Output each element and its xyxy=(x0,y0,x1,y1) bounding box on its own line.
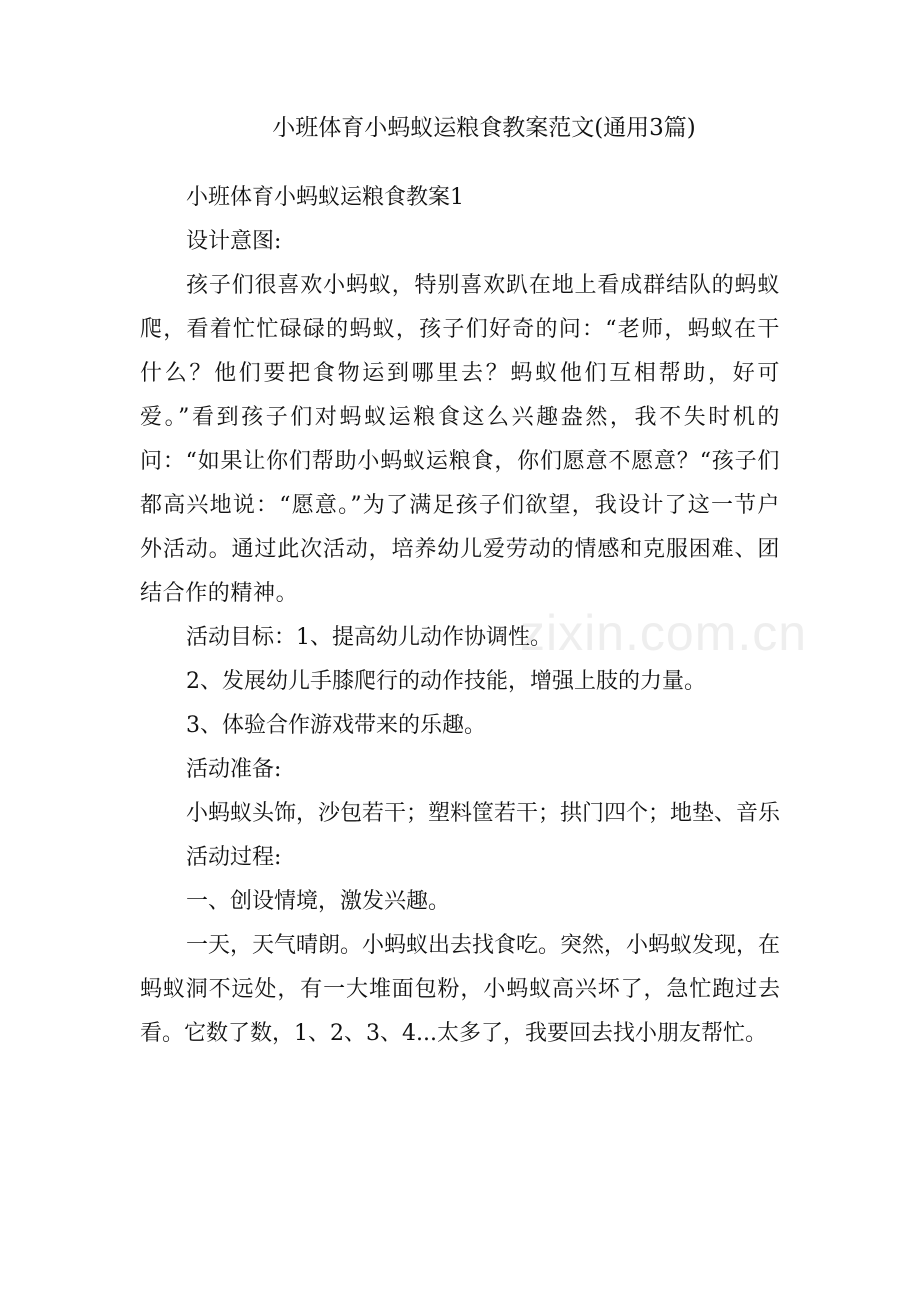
design-intent-label: 设计意图: xyxy=(186,229,282,254)
document-body xyxy=(140,176,780,1056)
design-intent-paragraph: 孩子们很喜欢小蚂蚁，特别喜欢趴在地上看成群结队的蚂蚁爬，看着忙忙碌碌的蚂蚁，孩子们好奇的问：“老师，蚂蚁在干什么？他们要把食物运到哪里去？蚂蚁他们互相帮助，好可爱。”看到孩子们对蚂蚁运粮食这么兴趣盎然，我不失时机的问：“如果让你们帮助小蚂蚁运粮食，你们愿意不愿意？“孩子们都高兴地说：“愿意。”为了满足孩子们欲望，我设计了这一节户外活动。通过此次活动，培养幼儿爱劳动的情感和克服困难、团结合作的精神。 xyxy=(140,273,780,606)
process-step-heading: 一、创设情境，激发兴趣。 xyxy=(186,889,451,914)
activity-goal-1: 活动目标：1、提高幼儿动作协调性。 xyxy=(186,625,552,650)
activity-preparation-list: 小蚂蚁头饰，沙包若干；塑料筐若干；拱门四个；地垫、音乐 xyxy=(186,801,781,826)
activity-goal-3: 3、体验合作游戏带来的乐趣。 xyxy=(186,713,486,738)
watermark-text: zixin.com.cn xyxy=(520,605,808,661)
section-heading: 小班体育小蚂蚁运粮食教案1 xyxy=(186,185,464,210)
activity-process-label: 活动过程: xyxy=(186,845,282,870)
document-title: 小班体育小蚂蚁运粮食教案范文(通用3篇) xyxy=(272,115,696,141)
activity-goal-2: 2、发展幼儿手膝爬行的动作技能，增强上肢的力量。 xyxy=(186,669,706,694)
activity-preparation-label: 活动准备: xyxy=(186,757,282,782)
process-step-paragraph: 一天，天气晴朗。小蚂蚁出去找食吃。突然，小蚂蚁发现，在蚂蚁洞不远处，有一大堆面包粉，小蚂蚁高兴坏了，急忙跑过去看。它数了数，1、2、3、4...太多了，我要回去找小朋友帮忙。 xyxy=(140,933,781,1046)
